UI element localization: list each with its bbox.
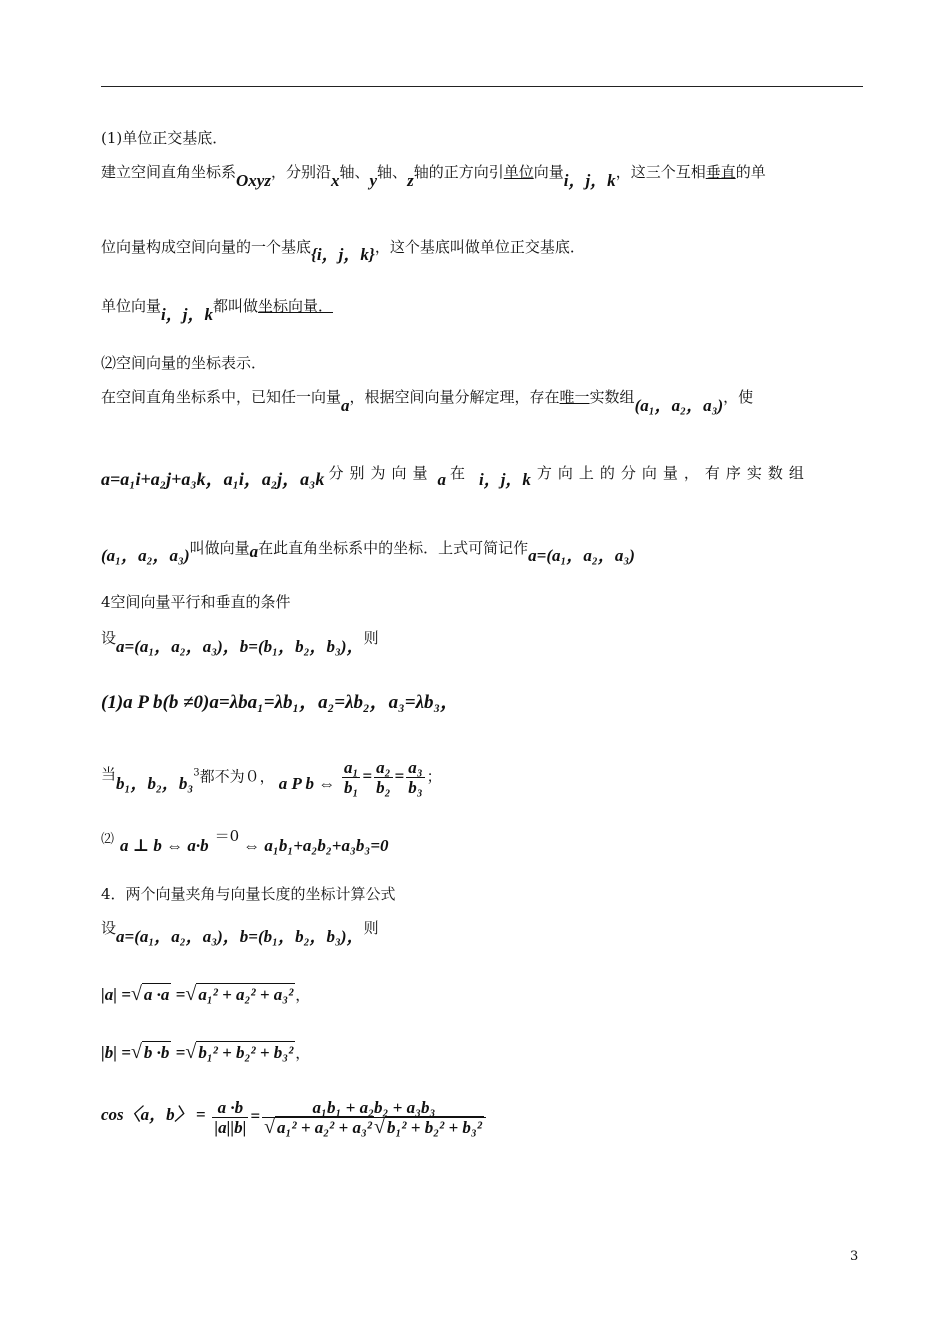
formula-cosine: cos〈a，b〉 = $\frac{a \cdot b}{|a||b|}$ = $\frac{\text{a₁b₁ + a₂b₂ + a₃b₃}}{\text{√ a₁² + a₂² + a₃² √ b₁² + b₂² + b₃²}}$	[101, 1098, 488, 1158]
section-heading-angle-length: 4．两个向量夹角与向量长度的坐标计算公式	[101, 885, 396, 903]
sqrt: √ b₁² + b₂² + b₃²	[185, 1041, 294, 1063]
paragraph-line: 设a=(a₁，a₂，a₃)，b=(b₁，b₂，b₃)，则	[101, 919, 379, 946]
sqrt: √ b ·b	[130, 1041, 170, 1063]
sqrt: √ b₁² + b₂² + b₃²	[374, 1116, 482, 1138]
formula-parallel: (1)a P b(b ≠0)a=λba₁=λb₁，a₂=λb₂，a₃=λb₃，	[101, 692, 460, 713]
paragraph-line: 单位向量i，j，k都叫做坐标向量．	[101, 297, 333, 324]
paragraph-line: 位向量构成空间向量的一个基底{i，j，k}，这个基底叫做单位正交基底．	[101, 238, 585, 264]
section-heading-unit-basis: (1)单位正交基底．	[101, 129, 228, 147]
formula-length-a: |a| =√ a ·a =√ a₁² + a₂² + a₃² ，	[101, 983, 311, 1005]
fraction: $\frac{a \cdot b}{|a||b|}$	[214, 1098, 247, 1137]
formula-length-b: |b| =√ b ·b =√ b₁² + b₂² + b₃² ，	[101, 1041, 311, 1063]
paragraph-line: (a₁，a₂，a₃)叫做向量a在此直角坐标系中的坐标．上式可简记作a=(a₁，a₂，a₃)	[101, 539, 635, 565]
paragraph-line: 建立空间直角坐标系Oxyz，分别沿x轴、y轴、z轴的正方向引单位向量i，j，k，这三个互相垂直的单	[101, 163, 766, 190]
page-number: 3	[850, 1249, 859, 1264]
paragraph-line: 在空间直角坐标系中，已知任一向量a，根据空间向量分解定理，存在唯一实数组(a₁，a₂，a₃)，使	[101, 388, 754, 415]
fraction: $\frac{\text{a₃}}{\text{b₃}}$	[408, 758, 423, 797]
section-heading-parallel-perpendicular: 4空间向量平行和垂直的条件	[101, 593, 291, 611]
header-rule	[101, 86, 863, 87]
sqrt: √ a₁² + a₂² + a₃²	[264, 1116, 372, 1138]
sqrt: √ a₁² + a₂² + a₃²	[185, 983, 294, 1005]
paragraph-line: a=a₁i+a₂j+a₃k，a₁i，a₂j，a₃k 分别为向量 a 在 i，j，k 方向上的分向量，有序实数组	[101, 464, 810, 489]
sqrt: √ a ·a	[130, 983, 170, 1005]
fraction: $\frac{\text{a₁}}{\text{b₁}}$	[343, 758, 359, 797]
formula-parallel-ratio: 当b₁，b₂，b₃$^3$都不为０， a P b ⇔ $\frac{\text{a₁}}{\text{b₁}}$ = $\frac{\text{a₂}}{\text{b₂}}$ = $\frac{\text{a₃}}{\text{b₃}}$ ；	[101, 758, 442, 797]
formula-perpendicular: ⑵ a ⊥ b ⇔ a·b ＝0 ⇔ a₁b₁+a₂b₂+a₃b₃=0	[101, 827, 389, 855]
section-heading-coordinates: ⑵空间向量的坐标表示．	[101, 354, 267, 372]
paragraph-line: 设a=(a₁，a₂，a₃)，b=(b₁，b₂，b₃)，则	[101, 629, 379, 656]
fraction: $\frac{\text{a₁b₁ + a₂b₂ + a₃b₃}}{\text{√ a₁² + a₂² + a₃² √ b₁² + b₂² + b₃²}}$	[262, 1098, 486, 1137]
fraction: $\frac{\text{a₂}}{\text{b₂}}$	[376, 758, 391, 797]
